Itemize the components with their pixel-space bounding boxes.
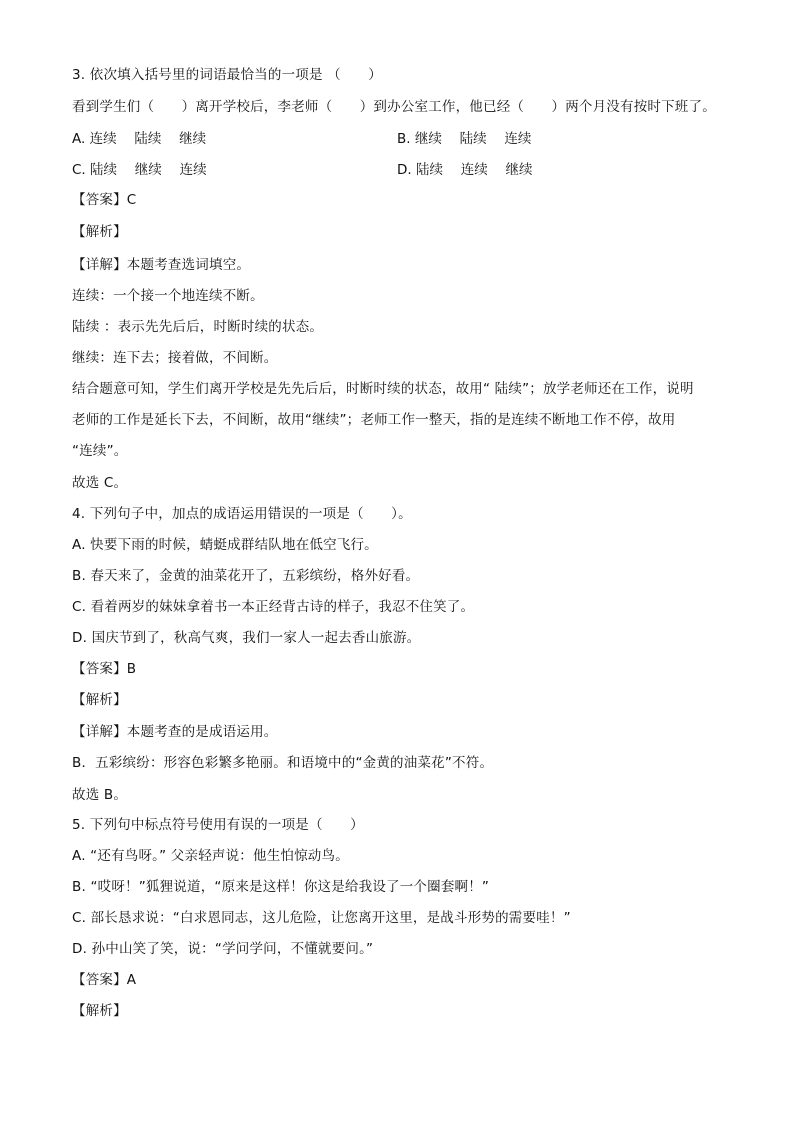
question-3-analysis-heading: 【解析】 xyxy=(72,224,127,240)
question-5-option-b: B. “哎呀！”狐狸说道，“原来是这样！你这是给我设了一个圈套啊！” xyxy=(72,879,490,895)
question-3-answer: 【答案】C xyxy=(72,192,137,208)
question-3-conclusion: 故选 C。 xyxy=(72,475,128,491)
question-4-option-a: A. 快要下雨的时候，蜻蜓成群结队地在低空飞行。 xyxy=(72,537,378,553)
question-3-analysis-line: “连续”。 xyxy=(72,443,128,459)
question-5-option-c: C. 部长恳求说：“白求恩同志，这儿危险，让您离开这里，是战斗形势的需要哇！” xyxy=(72,910,571,926)
question-5-option-d: D. 孙中山笑了笑，说：“学问学问，不懂就要问。” xyxy=(72,941,374,957)
question-4-conclusion: 故选 B。 xyxy=(72,787,128,803)
question-4-option-c: C. 看着两岁的妹妹拿着书一本正经背古诗的样子，我忍不住笑了。 xyxy=(72,599,475,615)
question-3-analysis-line: 陆续 ：表示先先后后，时断时续的状态。 xyxy=(72,319,324,335)
question-3-stem: 3. 依次填入括号里的词语最恰当的一项是 （ ） xyxy=(72,67,382,83)
question-3-analysis-line: 继续：连下去；接着做，不间断。 xyxy=(72,350,278,366)
question-3-analysis-line: 【详解】本题考查选词填空。 xyxy=(72,257,251,273)
question-5-stem: 5. 下列句中标点符号使用有误的一项是（ ） xyxy=(72,817,364,833)
question-4-analysis-heading: 【解析】 xyxy=(72,692,127,708)
question-3-sentence: 看到学生们（ ）离开学校后，李老师（ ）到办公室工作，他已经（ ）两个月没有按时下班了。 xyxy=(72,99,716,115)
question-5-analysis-heading: 【解析】 xyxy=(72,1003,127,1019)
question-3-analysis-line: 老师的工作是延长下去，不间断，故用“继续”；老师工作一整天，指的是连续不断地工作不停，故用 xyxy=(72,412,676,428)
question-4-analysis-line: B．五彩缤纷：形容色彩繁多艳丽。和语境中的“金黄的油菜花”不符。 xyxy=(72,755,494,771)
question-4-option-b: B. 春天来了，金黄的油菜花开了，五彩缤纷，格外好看。 xyxy=(72,568,420,584)
question-4-option-d: D. 国庆节到了，秋高气爽，我们一家人一起去香山旅游。 xyxy=(72,630,421,646)
question-4-analysis-line: 【详解】本题考查的是成语运用。 xyxy=(72,724,278,740)
question-4-stem: 4. 下列句子中，加点的成语运用错误的一项是（ ）。 xyxy=(72,506,412,522)
question-3-option-d: D. 陆续 连续 继续 xyxy=(397,162,533,178)
question-3-analysis-line: 连续：一个接一个地连续不断。 xyxy=(72,288,264,304)
question-4-answer: 【答案】B xyxy=(72,661,137,677)
question-3-option-c: C. 陆续 继续 连续 xyxy=(72,162,207,178)
question-3-option-b: B. 继续 陆续 连续 xyxy=(397,131,532,147)
question-3-option-a: A. 连续 陆续 继续 xyxy=(72,131,207,147)
question-5-option-a: A. “还有鸟呀。” 父亲轻声说：他生怕惊动鸟。 xyxy=(72,848,349,864)
question-5-answer: 【答案】A xyxy=(72,972,137,988)
question-3-analysis-line: 结合题意可知，学生们离开学校是先先后后，时断时续的状态，故用“ 陆续”；放学老师还在工作，说明 xyxy=(72,381,694,397)
